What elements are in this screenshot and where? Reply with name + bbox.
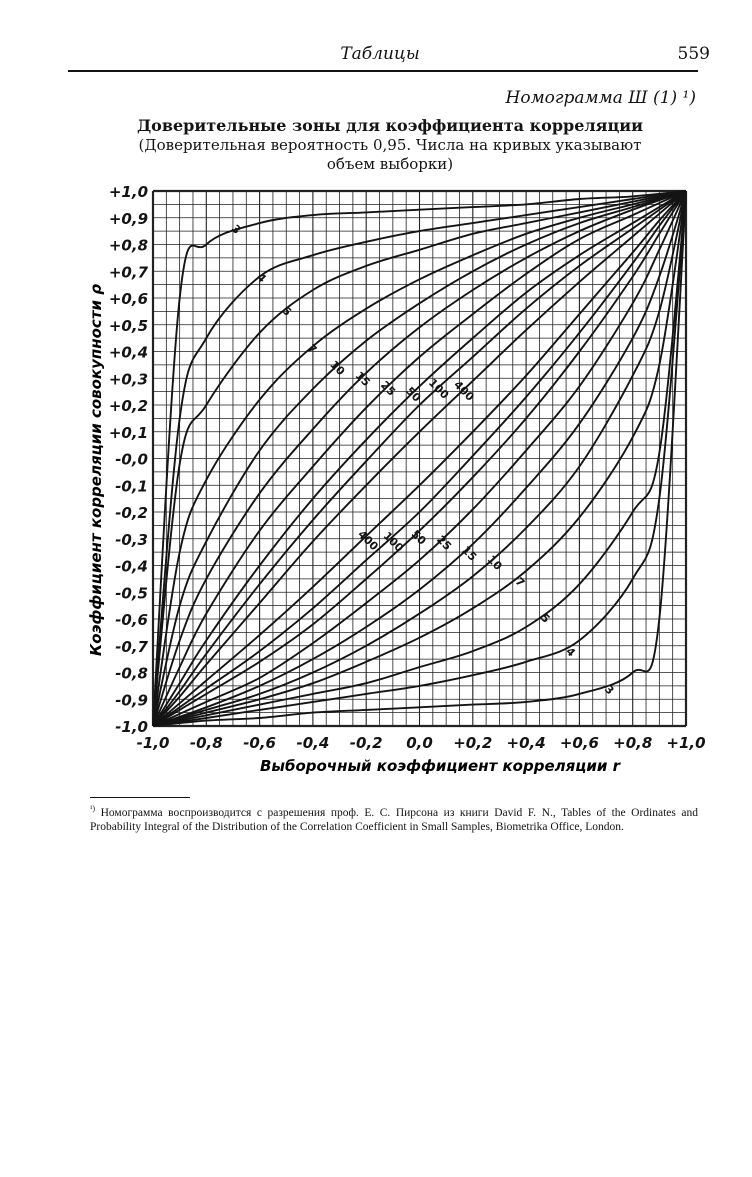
chart-subtitle-line2: объем выборки) xyxy=(326,155,454,173)
y-tick-label: -1,0 xyxy=(115,718,148,736)
curve-label-n50-upper: 50 xyxy=(403,384,424,405)
curve-label-n25-upper: 25 xyxy=(377,378,399,399)
y-tick-label: +0,4 xyxy=(108,343,148,362)
y-tick-label: -0,8 xyxy=(115,664,148,683)
footnote-text: Номограмма воспроизводится с разрешения проф. Е. С. Пирсона из книги David F. N., Tables of the Ordinates and Probability Integral of the Distribution of the Correlation Coefficient in Small Samples, Biometrika Office, London. xyxy=(90,806,698,833)
curve-label-n3-upper: 3 xyxy=(228,222,244,237)
x-tick-label: +1,0 xyxy=(666,734,706,752)
x-tick-label: -0,2 xyxy=(349,734,383,752)
y-tick-label: -0,3 xyxy=(115,530,148,549)
curve-label-n100-lower: 100 xyxy=(380,529,407,555)
y-tick-label: -0,2 xyxy=(115,504,148,522)
x-tick-label: +0,2 xyxy=(453,734,493,752)
y-tick-label: -0,4 xyxy=(115,557,148,576)
curve-label-n7-upper: 7 xyxy=(304,341,320,357)
y-tick-label: -0,5 xyxy=(115,584,148,603)
y-tick-label: -0,0 xyxy=(115,450,148,469)
y-tick-label: +0,1 xyxy=(108,423,148,442)
x-tick-label: +0,4 xyxy=(506,734,546,752)
y-axis-title: Коэффициент корреляции совокупности ρ xyxy=(87,284,105,656)
curve-label-n400-upper: 400 xyxy=(451,378,477,404)
y-tick-label: +0,5 xyxy=(108,316,148,335)
curve-label-n10-lower: 10 xyxy=(484,552,505,573)
page-number: 559 xyxy=(677,44,710,64)
y-tick-label: +0,8 xyxy=(108,236,148,255)
footnote xyxy=(90,802,698,834)
y-tick-label: -0,7 xyxy=(115,637,148,656)
y-tick-label: +0,9 xyxy=(108,209,148,228)
x-tick-label: +0,6 xyxy=(559,734,599,752)
x-tick-label: -0,4 xyxy=(296,734,330,752)
curve-label-n4-lower: 4 xyxy=(563,644,578,660)
chart-title: Доверительные зоны для коэффициента корреляции xyxy=(136,116,644,135)
curve-label-n10-upper: 10 xyxy=(327,358,348,379)
y-tick-label: -0,1 xyxy=(115,477,148,496)
y-tick-label: +0,3 xyxy=(108,370,148,389)
y-tick-label: +1,0 xyxy=(108,183,148,201)
y-tick-label: -0,9 xyxy=(115,691,148,710)
y-tick-label: +0,7 xyxy=(108,263,148,282)
x-axis-title: Выборочный коэффициент корреляции r xyxy=(259,757,621,775)
grid xyxy=(153,191,686,726)
curve-label-n7-lower: 7 xyxy=(512,574,528,590)
footnote-rule xyxy=(90,797,190,798)
curve-label-n50-lower: 50 xyxy=(408,527,429,548)
x-tick-label: -0,6 xyxy=(243,734,277,752)
curve-label-n15-lower: 15 xyxy=(459,543,480,564)
x-tick-label: 0,0 xyxy=(406,734,433,752)
curve-label-n400-lower: 400 xyxy=(355,527,381,554)
curve-label-n5-upper: 5 xyxy=(279,304,295,319)
curve-label-n15-upper: 15 xyxy=(352,369,373,390)
curve-label-n100-upper: 100 xyxy=(425,376,452,402)
tick-labels xyxy=(109,183,706,752)
curve-label-n3-lower: 3 xyxy=(601,682,617,698)
x-tick-label: -1,0 xyxy=(136,734,170,752)
y-tick-label: -0,6 xyxy=(115,611,148,629)
curve-label-n25-lower: 25 xyxy=(433,532,454,554)
nomogram-label: Номограмма Ш (1) ¹) xyxy=(505,88,696,108)
chart-subtitle-line1: (Доверительная вероятность 0,95. Числа на кривых указывают xyxy=(138,136,642,154)
y-tick-label: +0,2 xyxy=(108,397,148,415)
y-tick-label: +0,6 xyxy=(108,290,148,308)
running-title: Таблицы xyxy=(340,44,420,64)
footnote-marker: ¹) xyxy=(90,804,96,813)
x-tick-label: -0,8 xyxy=(189,734,223,752)
x-tick-label: +0,8 xyxy=(613,734,653,752)
curve-label-n5-lower: 5 xyxy=(537,611,553,626)
curve-label-n4-upper: 4 xyxy=(254,270,269,286)
